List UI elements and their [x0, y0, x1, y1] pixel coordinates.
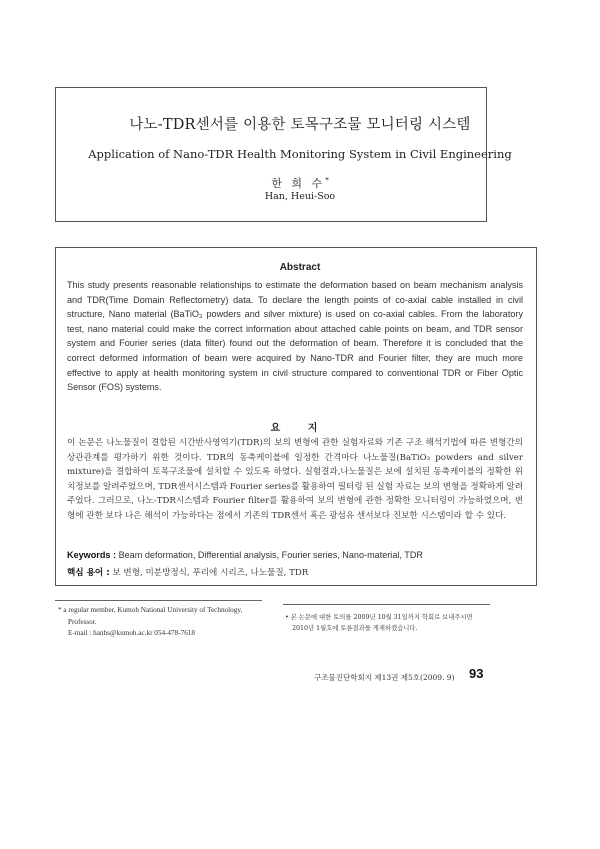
page-number: 93: [469, 666, 484, 681]
keywords-label: Keywords :: [67, 550, 117, 560]
korean-abstract-heading: 요 지: [270, 423, 330, 434]
discussion-footnote-line1: • 본 논문에 대한 토의를 2009년 10월 31일까지 학회로 보내주시면: [285, 614, 473, 621]
paper-title-korean: 나노-TDR센서를 이용한 토목구조물 모니터링 시스템: [129, 117, 471, 133]
abstract-heading: Abstract: [279, 262, 321, 273]
author-footnote-line1: * a regular member, Kumoh National University of Technology,: [58, 606, 243, 614]
korean-abstract-text: 이 논문은 나노물질이 결합된 시간반사영역기(TDR)의 보의 변형에 관한 실험자료와 기존 구조 해석기법에 따른 변형간의 상관관계를 평가하기 위한 것이다. TDR의 동축케이블에 일정한 간격마다 나노물질(BaTiO₃ powders and silver mixture)을 결합하여 토목구조물에 설치할 수 있도록 하였다. 실험결과,나노물질은 보에 설치된 동축케이블의 정확한 위치정보를 알려주었으며, TDR센서시스템과 Fourier series를 활용하여 필터링 된 실험 자료는 보의 변형을 정확하게 알려주었다. 그러므로, 나노-TDR시스템과 Fourier filter를 활용하여 보의 변형에 관한 정확한 모니터링이 가능하였으며, 변형에 관한 보다 나은 해석이 가능하다는 점에서 기존의 TDR센서 혹은 광섬유 센서보다 진보한 시스템이라 할 수 있다.: [67, 438, 523, 521]
discussion-footnote-line2: 2010년 1월호에 토론결과를 게재하겠습니다.: [292, 625, 418, 632]
author-name-korean-text: 한 희 수: [271, 177, 326, 190]
korean-keywords-line: [67, 566, 527, 578]
author-footnote: [58, 605, 268, 640]
author-name-english: Han, Heui-Soo: [264, 191, 336, 202]
author-marker: *: [325, 176, 329, 185]
korean-keywords-label: 핵심 용어 :: [67, 568, 110, 578]
footnote-divider-right: [283, 604, 490, 605]
footnote-divider-left: [55, 600, 262, 601]
abstract-text: This study presents reasonable relationships to estimate the deformation based on beam mechanism analysis and TDR(Time Domain Reflectometry) data. To declare the length points of co-axial cable installed in civil structure, Nano material (BaTiO₃ powders and silver mixture) is used on co-axial cables. From the laboratory test, nano material could make the correct information about attached cable points on beam, and TDR sensor system and Fourier series (data filter) found out the deformation of beam. Therefore it is concluded that the correct deformed information of beam were acquired by Nano-TDR and Fourier filter, they are much more effective to apply at health monitoring system in civil structure compared to conventional TDR or Fiber Optic Sensor (FOS) systems.: [67, 280, 523, 393]
author-name-korean: [0, 175, 600, 191]
journal-citation: 구조물진단학회지 제13권 제5호(2009. 9): [314, 673, 455, 682]
author-footnote-email: E-mail : hanhs@kumoh.ac.kr 054-478-7618: [68, 629, 195, 637]
discussion-footnote: [285, 612, 500, 634]
author-footnote-line2: Professor.: [68, 617, 97, 626]
keywords-line: [67, 550, 527, 560]
korean-keywords-text: 보 변형, 미분방정식, 푸리에 시리즈, 나노물질, TDR: [112, 568, 309, 578]
paper-title-english: Application of Nano-TDR Health Monitoring System in Civil Engineering: [88, 147, 512, 161]
keywords-text: Beam deformation, Differential analysis, Fourier series, Nano-material, TDR: [118, 550, 423, 560]
